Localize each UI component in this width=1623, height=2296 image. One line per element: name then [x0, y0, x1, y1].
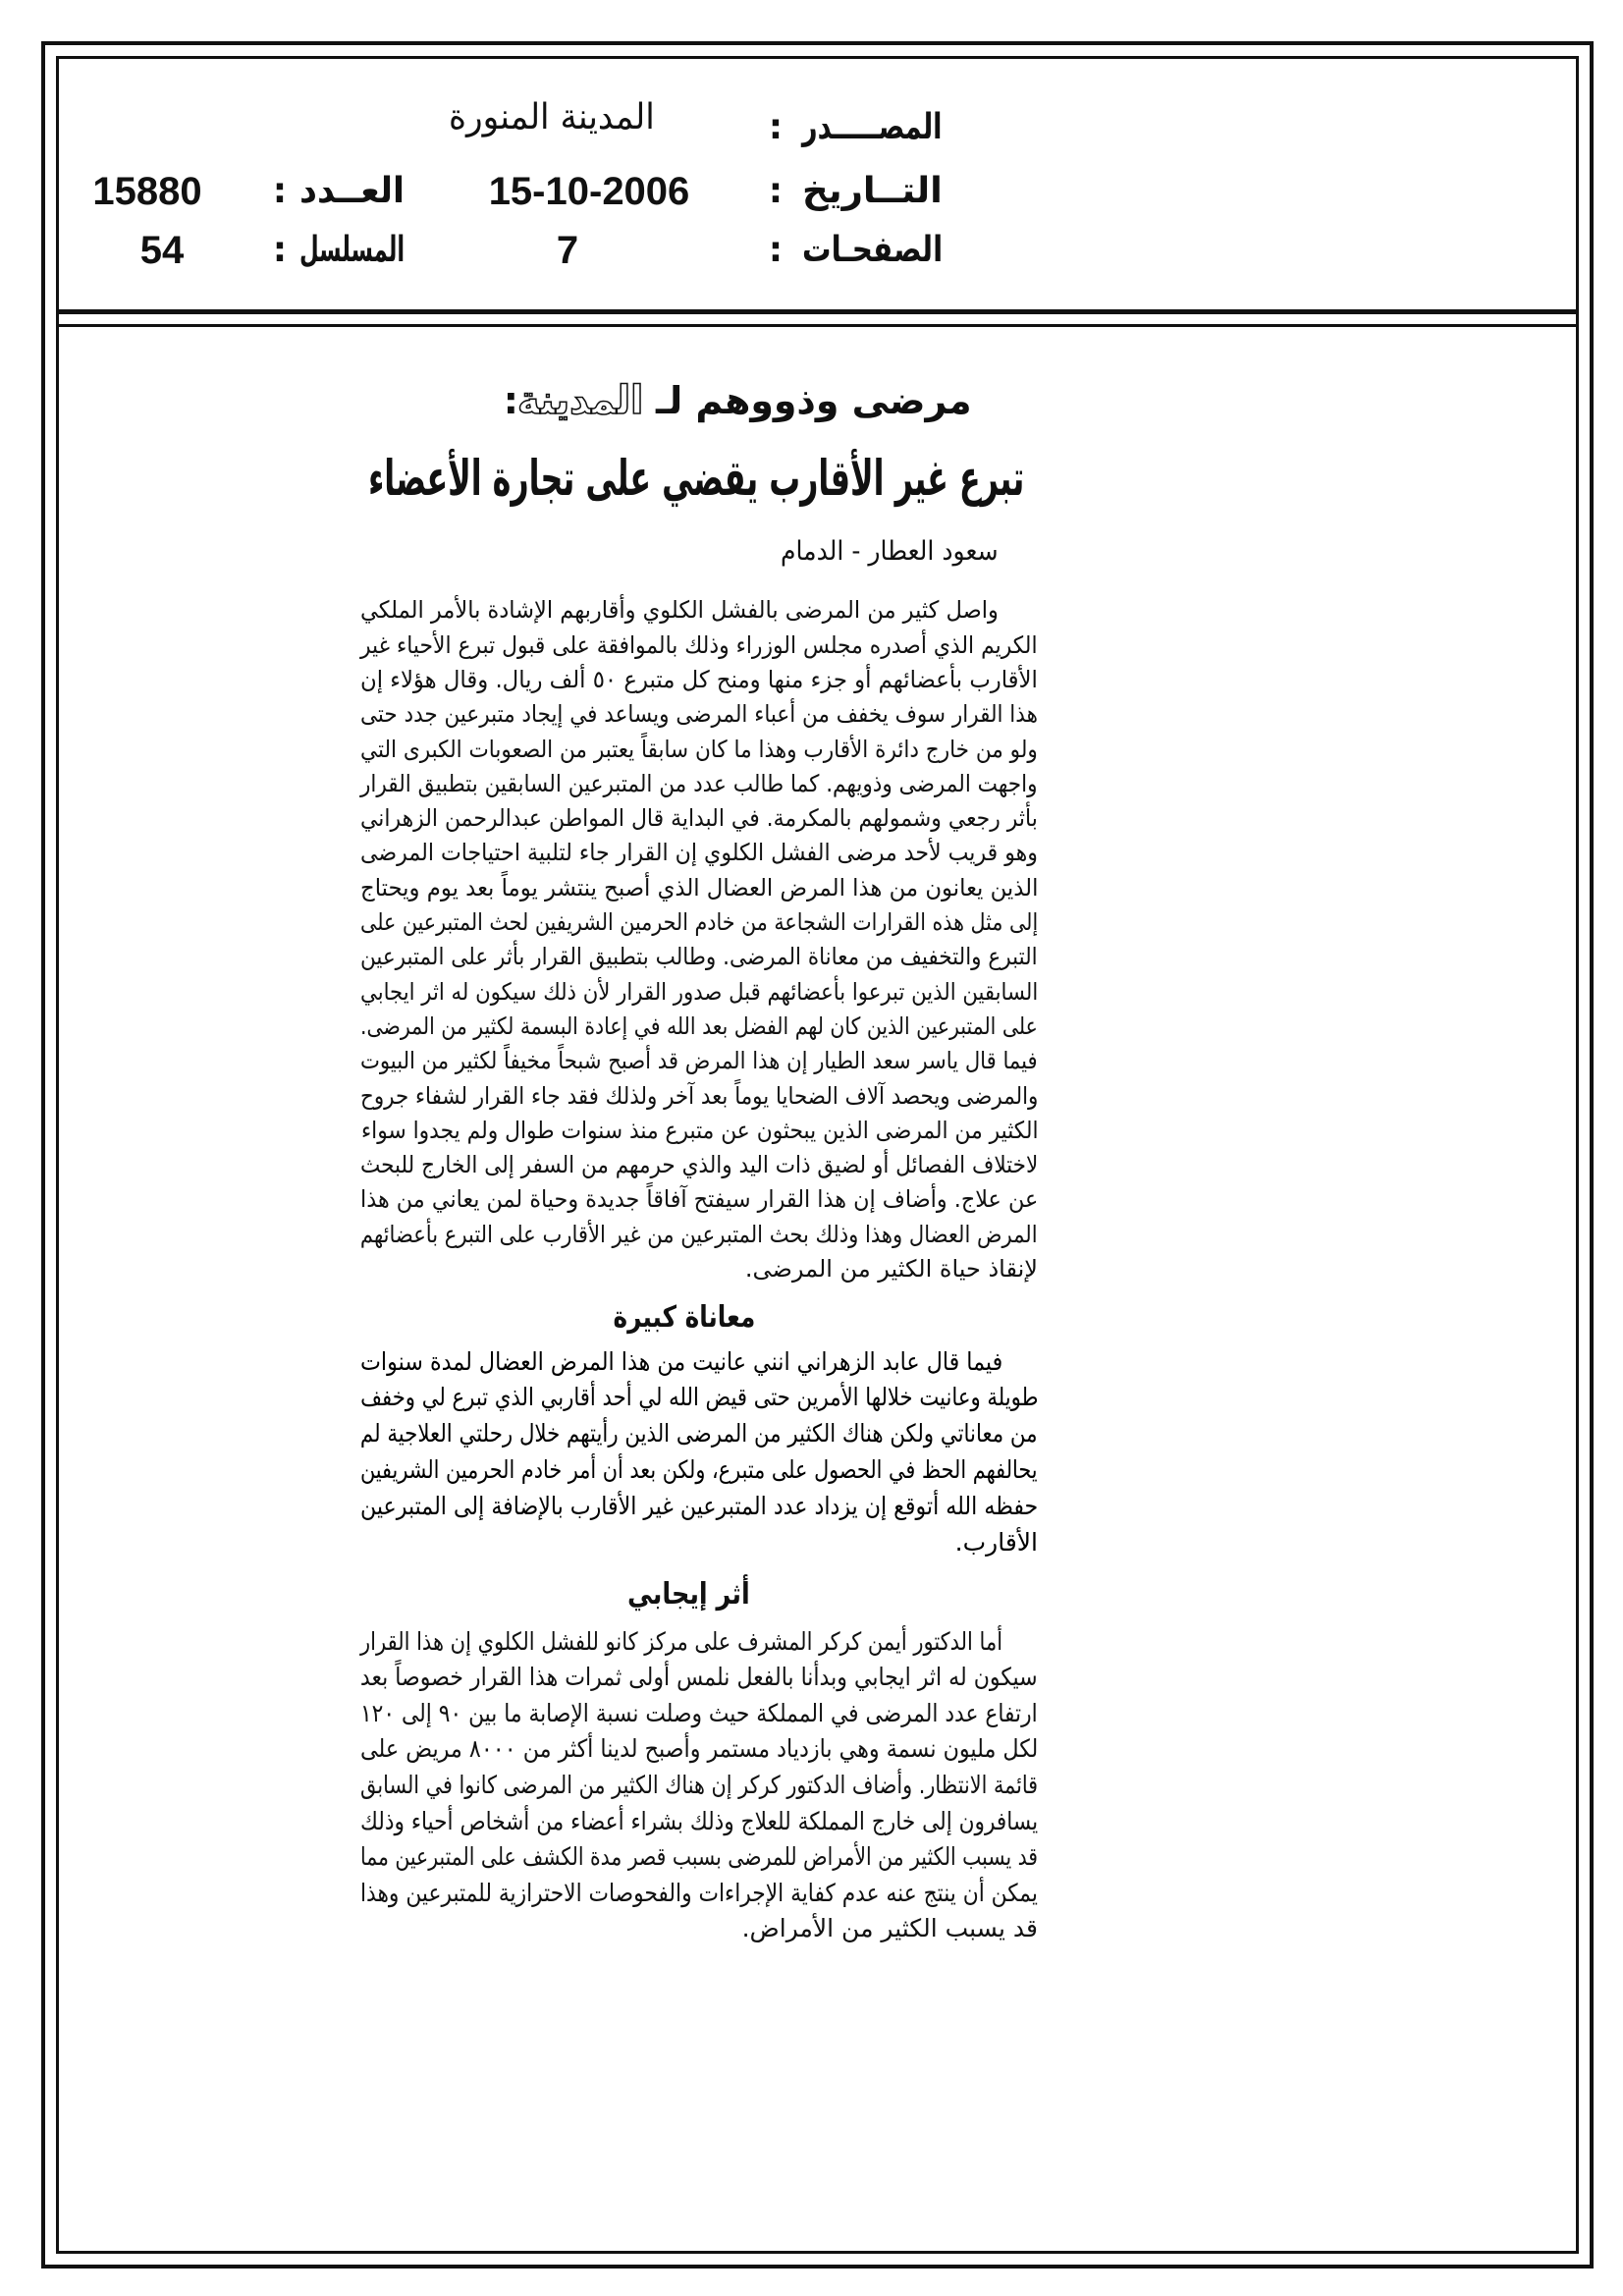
issue-colon-box	[266, 164, 294, 219]
body-line	[360, 871, 1038, 905]
body-line-text: والمرضى ويحصد آلاف الضحايا يوماً بعد آخر ولذلك فقد جاء القرار لشفاء جروح	[359, 1081, 1038, 1110]
date-colon: :	[768, 171, 784, 211]
body-line-text: قد يسبب الكثير من الأمراض للمرضى بسبب قصر مدة الكشف على المتبرعين مما	[359, 1842, 1038, 1872]
article-byline: سعود العطار - الدمام	[781, 536, 999, 567]
body-line	[360, 1624, 1038, 1661]
pages-value-box	[545, 223, 590, 278]
subheading-positive-impact-box	[627, 1576, 761, 1613]
paragraph-2	[360, 1344, 1038, 1561]
body-line	[360, 593, 1038, 628]
body-line	[360, 1380, 1038, 1416]
body-line	[360, 1079, 1038, 1114]
body-line-text: عن علاج. وأضاف إن هذا القرار سيفتح آفاقاً جديدة وحياة لمن يعاني من هذا	[359, 1185, 1038, 1214]
body-line	[360, 1660, 1038, 1696]
body-line	[360, 836, 1038, 870]
paragraph-1	[360, 593, 1038, 1286]
subheading-suffering: معاناة كبيرة	[613, 1300, 756, 1335]
source-value-box	[449, 90, 660, 145]
body-line-text: لكل مليون نسمة وهي بازدياد مستمر وأصبح لدينا أكثر من ٨٠٠٠ مريض على	[359, 1734, 1038, 1764]
body-line-text: يسافرون إلى خارج المملكة للعلاج وذلك بشراء أعضاء من أشخاص أحياء وذلك	[359, 1806, 1038, 1835]
body-line	[360, 1696, 1038, 1732]
body-line	[360, 663, 1038, 697]
newspaper-logo	[516, 375, 646, 426]
serial-colon-box	[266, 223, 294, 278]
body-line	[360, 1768, 1038, 1804]
header-divider-thick	[56, 309, 1579, 314]
body-line-text: المرض العضال وهذا وذلك بحث المتبرعين من غير الأقارب على التبرع بأعضائهم	[360, 1220, 1038, 1248]
body-line	[360, 1804, 1038, 1840]
body-line-text: الأقارب بأعضائهم أو جزء منها ومنح كل متبرع ٥٠ ألف ريال. وقال هؤلاء إن	[360, 665, 1038, 693]
serial-label: المسلسل	[298, 230, 405, 270]
issue-label: العــدد	[298, 171, 405, 211]
body-line	[360, 1252, 1038, 1286]
body-line-text: على المتبرعين الذين كان لهم الفضل بعد الله في إعادة البسمة لكثير من المرضى.	[360, 1011, 1038, 1040]
article-byline-box	[781, 534, 999, 570]
body-line-text: يمكن أن ينتج عنه عدم كفاية الإجراءات والفحوصات الاحترازية للمتبرعين وهذا	[360, 1878, 1038, 1907]
body-line-text: السابقين الذين تبرعوا بأعضائهم قبل صدور القرار لأن ذلك سيكون له اثر ايجابي	[359, 977, 1038, 1006]
body-line	[360, 1525, 1038, 1561]
kicker-colon-box	[497, 377, 518, 424]
issue-label-box	[299, 164, 405, 219]
issue-colon: :	[272, 171, 288, 211]
body-line-text: فيما قال عابد الزهراني انني عانيت من هذا المرض العضال لمدة سنوات	[359, 1346, 1002, 1376]
serial-value: 54	[139, 229, 185, 272]
body-line-text: طويلة وعانيت خلالها الأمرين حتى قيض الله لي أحد أقاربي الذي تبرع لي وخفف	[359, 1383, 1038, 1412]
body-line-text: بأثر رجعي وشمولهم بالمكرمة. في البداية قال المواطن عبدالرحمن الزهراني	[360, 804, 1038, 833]
body-line	[360, 1182, 1038, 1217]
source-colon-box	[762, 100, 789, 155]
subheading-suffering-box	[613, 1299, 771, 1337]
article-kicker-box	[656, 377, 972, 424]
body-line-text: ولو من خارج دائرة الأقارب وهذا ما كان سابقاً يعتبر من الصعوبات الكبرى التي	[360, 735, 1038, 763]
pages-label-box	[802, 223, 943, 278]
source-label: المصـــــدر	[802, 107, 943, 147]
date-value-box	[481, 164, 697, 219]
serial-colon: :	[272, 230, 288, 270]
serial-label-box	[299, 223, 405, 278]
body-line-text: الأقارب.	[954, 1527, 1038, 1557]
source-value: المدينة المنورة	[449, 97, 655, 137]
body-line-text: إلى مثل هذه القرارات الشجاعة من خادم الحرمين الشريفين لحث المتبرعين على	[359, 908, 1038, 937]
body-line	[360, 629, 1038, 663]
body-line-text: فيما قال ياسر سعد الطيار إن هذا المرض قد أصبح شبحاً مخيفاً لكثير من البيوت	[360, 1047, 1038, 1075]
body-line	[360, 905, 1038, 940]
body-line	[360, 975, 1038, 1010]
body-line	[360, 801, 1038, 836]
body-line	[360, 1148, 1038, 1182]
body-line-text: سيكون له اثر ايجابي وبدأنا بالفعل نلمس أولى ثمرات هذا القرار خصوصاً بعد	[360, 1663, 1038, 1692]
body-line-text: ارتفاع عدد المرضى في المملكة حيث وصلت نسبة الإصابة ما بين ٩٠ إلى ١٢٠	[360, 1698, 1038, 1727]
article-title: تبرع غير الأقارب يقضي على تجارة الأعضاء	[367, 450, 1024, 507]
body-line-text: التبرع والتخفيف من معاناة المرضى. وطالب بتطبيق القرار بأثر على المتبرعين	[360, 943, 1038, 971]
body-line	[360, 1911, 1038, 1947]
body-line-text: هذا القرار سوف يخفف من أعباء المرضى ويساعد في إيجاد متبرعين جدد حتى	[360, 700, 1038, 729]
source-colon: :	[768, 107, 784, 147]
serial-value-box	[128, 223, 196, 278]
newspaper-logo-text: المدينة	[516, 378, 643, 423]
date-colon-box	[762, 164, 789, 219]
body-line-text: الذين يعانون من هذا المرض العضال الذي أصبح ينتشر يوماً بعد يوم ويحتاج	[359, 873, 1038, 902]
source-label-box	[802, 100, 943, 155]
body-line-text: حفظه الله أتوقع إن يزداد عدد المتبرعين غير الأقارب بالإضافة إلى المتبرعين	[359, 1492, 1038, 1521]
subheading-positive-impact: أثر إيجابي	[627, 1577, 751, 1612]
paragraph-3	[360, 1624, 1038, 1947]
body-line	[360, 1044, 1038, 1078]
body-line-text: الكثير من المرضى الذين يبحثون عن متبرع منذ سنوات طوال ولم يجدوا سواء	[360, 1116, 1038, 1144]
body-line-text: من معاناتي ولكن هناك الكثير من المرضى الذين رأيتهم خلال رحلتي العلاجية لم	[360, 1419, 1038, 1449]
date-value: 15-10-2006	[488, 170, 690, 213]
body-line	[360, 1218, 1038, 1252]
body-line-text: قائمة الانتظار. وأضاف الدكتور كركر إن هناك الكثير من المرضى كانوا في السابق	[359, 1771, 1038, 1800]
body-line-text: واجهت المرضى وذويهم. كما طالب عدد من المتبرعين السابقين بتطبيق القرار	[360, 769, 1038, 797]
body-line-text: واصل كثير من المرضى بالفشل الكلوي وأقاربهم الإشادة بالأمر الملكي	[360, 596, 999, 625]
body-line	[360, 1876, 1038, 1912]
body-line-text: قد يسبب الكثير من الأمراض.	[741, 1914, 1038, 1943]
body-line-text: لإنقاذ حياة الكثير من المرضى.	[744, 1255, 1038, 1284]
date-label: التــاريخ	[802, 171, 943, 211]
body-line-text: الكريم الذي أصدره مجلس الوزراء وذلك بالموافقة على قبول تبرع الأحياء غير	[360, 630, 1038, 659]
article-title-box	[368, 449, 1024, 508]
body-line	[360, 733, 1038, 767]
pages-label: الصفحـات	[801, 230, 943, 270]
date-label-box	[802, 164, 943, 219]
body-line	[360, 697, 1038, 732]
article-kicker: مرضى وذووهم لـ	[656, 379, 972, 422]
pages-colon-box	[762, 223, 789, 278]
body-line	[360, 1344, 1038, 1381]
issue-value-box	[83, 164, 211, 219]
header-divider-thin	[56, 324, 1579, 327]
body-line	[360, 767, 1038, 801]
body-line	[360, 1731, 1038, 1768]
kicker-colon: :	[503, 379, 518, 422]
body-line	[360, 1839, 1038, 1876]
body-line	[360, 1489, 1038, 1525]
body-line	[360, 1452, 1038, 1489]
body-line-text: لاختلاف الفصائل أو لضيق ذات اليد والذي حرمهم من السفر إلى الخارج للبحث	[359, 1151, 1038, 1179]
body-line-text: وهو قريب لأحد مرضى الفشل الكلوي إن القرار جاء لتلبية احتياجات المرضى	[360, 839, 1038, 867]
pages-colon: :	[768, 230, 784, 270]
issue-value: 15880	[92, 170, 202, 213]
pages-value: 7	[556, 229, 579, 272]
body-line	[360, 1010, 1038, 1044]
body-line	[360, 940, 1038, 974]
body-line	[360, 1416, 1038, 1452]
body-line-text: أما الدكتور أيمن كركر المشرف على مركز كانو للفشل الكلوي إن هذا القرار	[360, 1626, 1002, 1656]
body-line	[360, 1114, 1038, 1148]
body-line-text: يحالفهم الحظ في الحصول على متبرع، ولكن بعد أن أمر خادم الحرمين الشريفين	[360, 1455, 1038, 1485]
